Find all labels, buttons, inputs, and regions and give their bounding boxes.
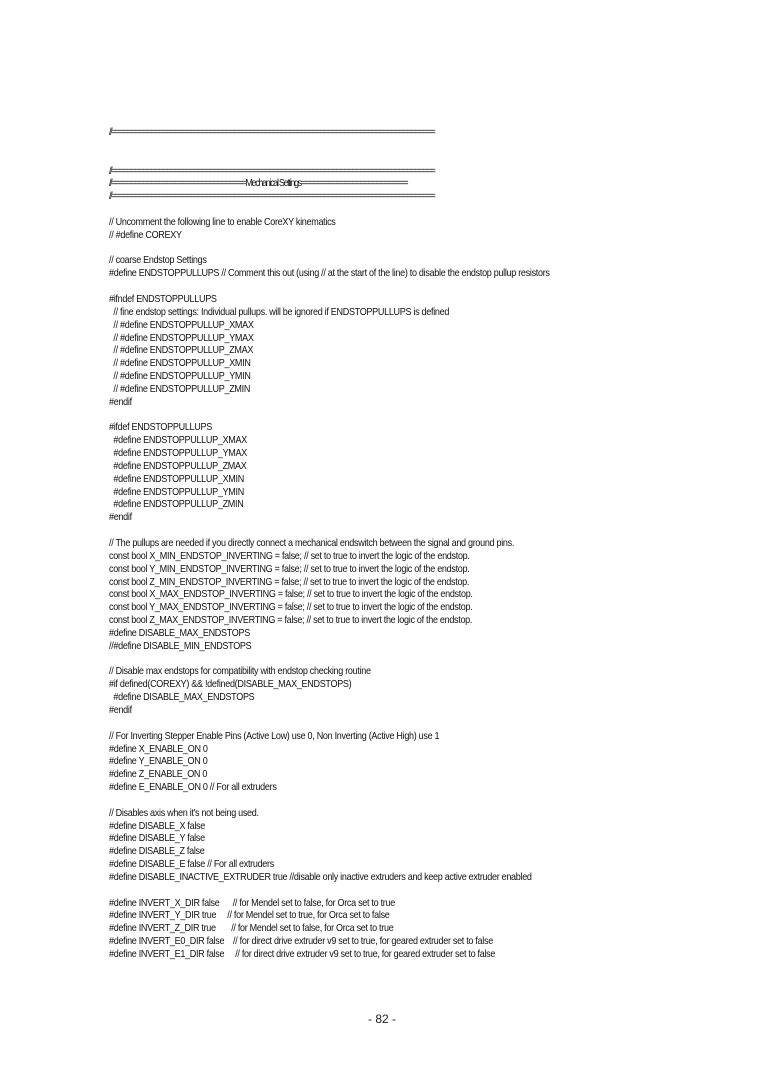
code-line: // #define ENDSTOPPULLUP_YMIN [109, 370, 251, 383]
code-line: // #define COREXY [109, 228, 182, 241]
code-line: #define Z_ENABLE_ON 0 [109, 768, 208, 781]
code-line: #ifndef ENDSTOPPULLUPS [109, 292, 217, 305]
code-line: #ifdef ENDSTOPPULLUPS [109, 421, 212, 434]
code-line: //#define DISABLE_MIN_ENDSTOPS [109, 639, 252, 652]
code-line: #define INVERT_E0_DIR false // for direct drive extruder v9 set to true, for geared extruder set to false [109, 935, 493, 948]
code-line: // coarse Endstop Settings [109, 254, 207, 267]
blank-line [109, 717, 659, 730]
code-line: #define ENDSTOPPULLUP_YMIN [109, 485, 244, 498]
code-line: const bool X_MAX_ENDSTOP_INVERTING = false; // set to true to invert the logic of the endstop. [109, 588, 473, 601]
code-line: // For Inverting Stepper Enable Pins (Active Low) use 0, Non Inverting (Active High) use 1 [109, 729, 440, 742]
code-line: // #define ENDSTOPPULLUP_YMAX [109, 331, 254, 344]
code-line: #define DISABLE_MAX_ENDSTOPS [109, 691, 255, 704]
code-line: #define ENDSTOPPULLUP_XMAX [109, 434, 247, 447]
blank-line [109, 794, 659, 807]
code-line: const bool X_MIN_ENDSTOP_INVERTING = false; // set to true to invert the logic of the endstop. [109, 549, 470, 562]
separator-line: //==================================Mechanical Settings=========================== [109, 177, 408, 190]
code-line: #define DISABLE_X false [109, 819, 205, 832]
code-line: #define E_ENABLE_ON 0 // For all extruders [109, 781, 277, 794]
code-line: // #define ENDSTOPPULLUP_ZMAX [109, 344, 254, 357]
blank-line [109, 884, 659, 897]
blank-line [109, 280, 659, 293]
separator-line: //================================================================================== [109, 126, 435, 138]
code-line: // #define ENDSTOPPULLUP_XMAX [109, 318, 254, 331]
blank-line [109, 409, 659, 422]
code-line: // fine endstop settings: Individual pullups. will be ignored if ENDSTOPPULLUPS is defined [109, 305, 450, 318]
code-line: // The pullups are needed if you directly connect a mechanical endswitch between the signal and ground pins. [109, 537, 515, 549]
code-line: #define DISABLE_E false // For all extruders [109, 858, 274, 871]
code-line: #endif [109, 511, 132, 524]
page-number: - 82 - [367, 1012, 396, 1026]
code-line: const bool Z_MIN_ENDSTOP_INVERTING = false; // set to true to invert the logic of the endstop. [109, 575, 470, 588]
code-line: #define DISABLE_MAX_ENDSTOPS [109, 626, 250, 639]
blank-line [109, 139, 659, 152]
code-line: #define ENDSTOPPULLUPS // Comment this out (using // at the start of the line) to disable the endstop pullup resistors [109, 267, 550, 280]
code-line: #define ENDSTOPPULLUP_ZMIN [109, 498, 244, 511]
code-line: #define INVERT_X_DIR false // for Mendel set to false, for Orca set to true [109, 896, 395, 909]
blank-line [109, 653, 659, 666]
code-line: #endif [109, 395, 132, 408]
code-line: // Disable max endstops for compatibility with endstop checking routine [109, 665, 371, 678]
blank-line [109, 242, 659, 255]
code-line: // Uncomment the following line to enable CoreXY kinematics [109, 215, 336, 228]
code-listing [109, 126, 659, 961]
code-line: #define INVERT_Y_DIR true // for Mendel set to true, for Orca set to false [109, 909, 390, 922]
code-line: const bool Y_MIN_ENDSTOP_INVERTING = false; // set to true to invert the logic of the endstop. [109, 562, 470, 575]
code-line: #define X_ENABLE_ON 0 [109, 742, 208, 755]
code-line: const bool Y_MAX_ENDSTOP_INVERTING = false; // set to true to invert the logic of the endstop. [109, 601, 473, 614]
blank-line [109, 524, 659, 537]
blank-line [109, 203, 659, 216]
code-line: #define ENDSTOPPULLUP_ZMAX [109, 459, 247, 472]
separator-line: //================================================================================== [109, 164, 435, 177]
code-line: #define ENDSTOPPULLUP_YMAX [109, 447, 247, 460]
code-line: const bool Z_MAX_ENDSTOP_INVERTING = false; // set to true to invert the logic of the endstop. [109, 614, 473, 627]
blank-line [109, 152, 659, 165]
code-line: #define DISABLE_Z false [109, 845, 205, 858]
code-line: // #define ENDSTOPPULLUP_XMIN [109, 357, 251, 370]
code-line: // Disables axis when it's not being used. [109, 806, 259, 819]
code-line: #endif [109, 703, 132, 716]
code-line: #define ENDSTOPPULLUP_XMIN [109, 472, 244, 485]
code-line: #define INVERT_Z_DIR true // for Mendel set to false, for Orca set to true [109, 922, 394, 935]
code-line: #define Y_ENABLE_ON 0 [109, 755, 208, 768]
code-line: #if defined(COREXY) && !defined(DISABLE_MAX_ENDSTOPS) [109, 678, 352, 691]
separator-line: //================================================================================== [109, 190, 435, 203]
code-line: #define DISABLE_Y false [109, 832, 205, 845]
code-line: #define INVERT_E1_DIR false // for direct drive extruder v9 set to true, for geared extruder set to false [109, 948, 496, 960]
code-line: #define DISABLE_INACTIVE_EXTRUDER true //disable only inactive extruders and keep active extruder enabled [109, 870, 532, 883]
code-line: // #define ENDSTOPPULLUP_ZMIN [109, 382, 251, 395]
